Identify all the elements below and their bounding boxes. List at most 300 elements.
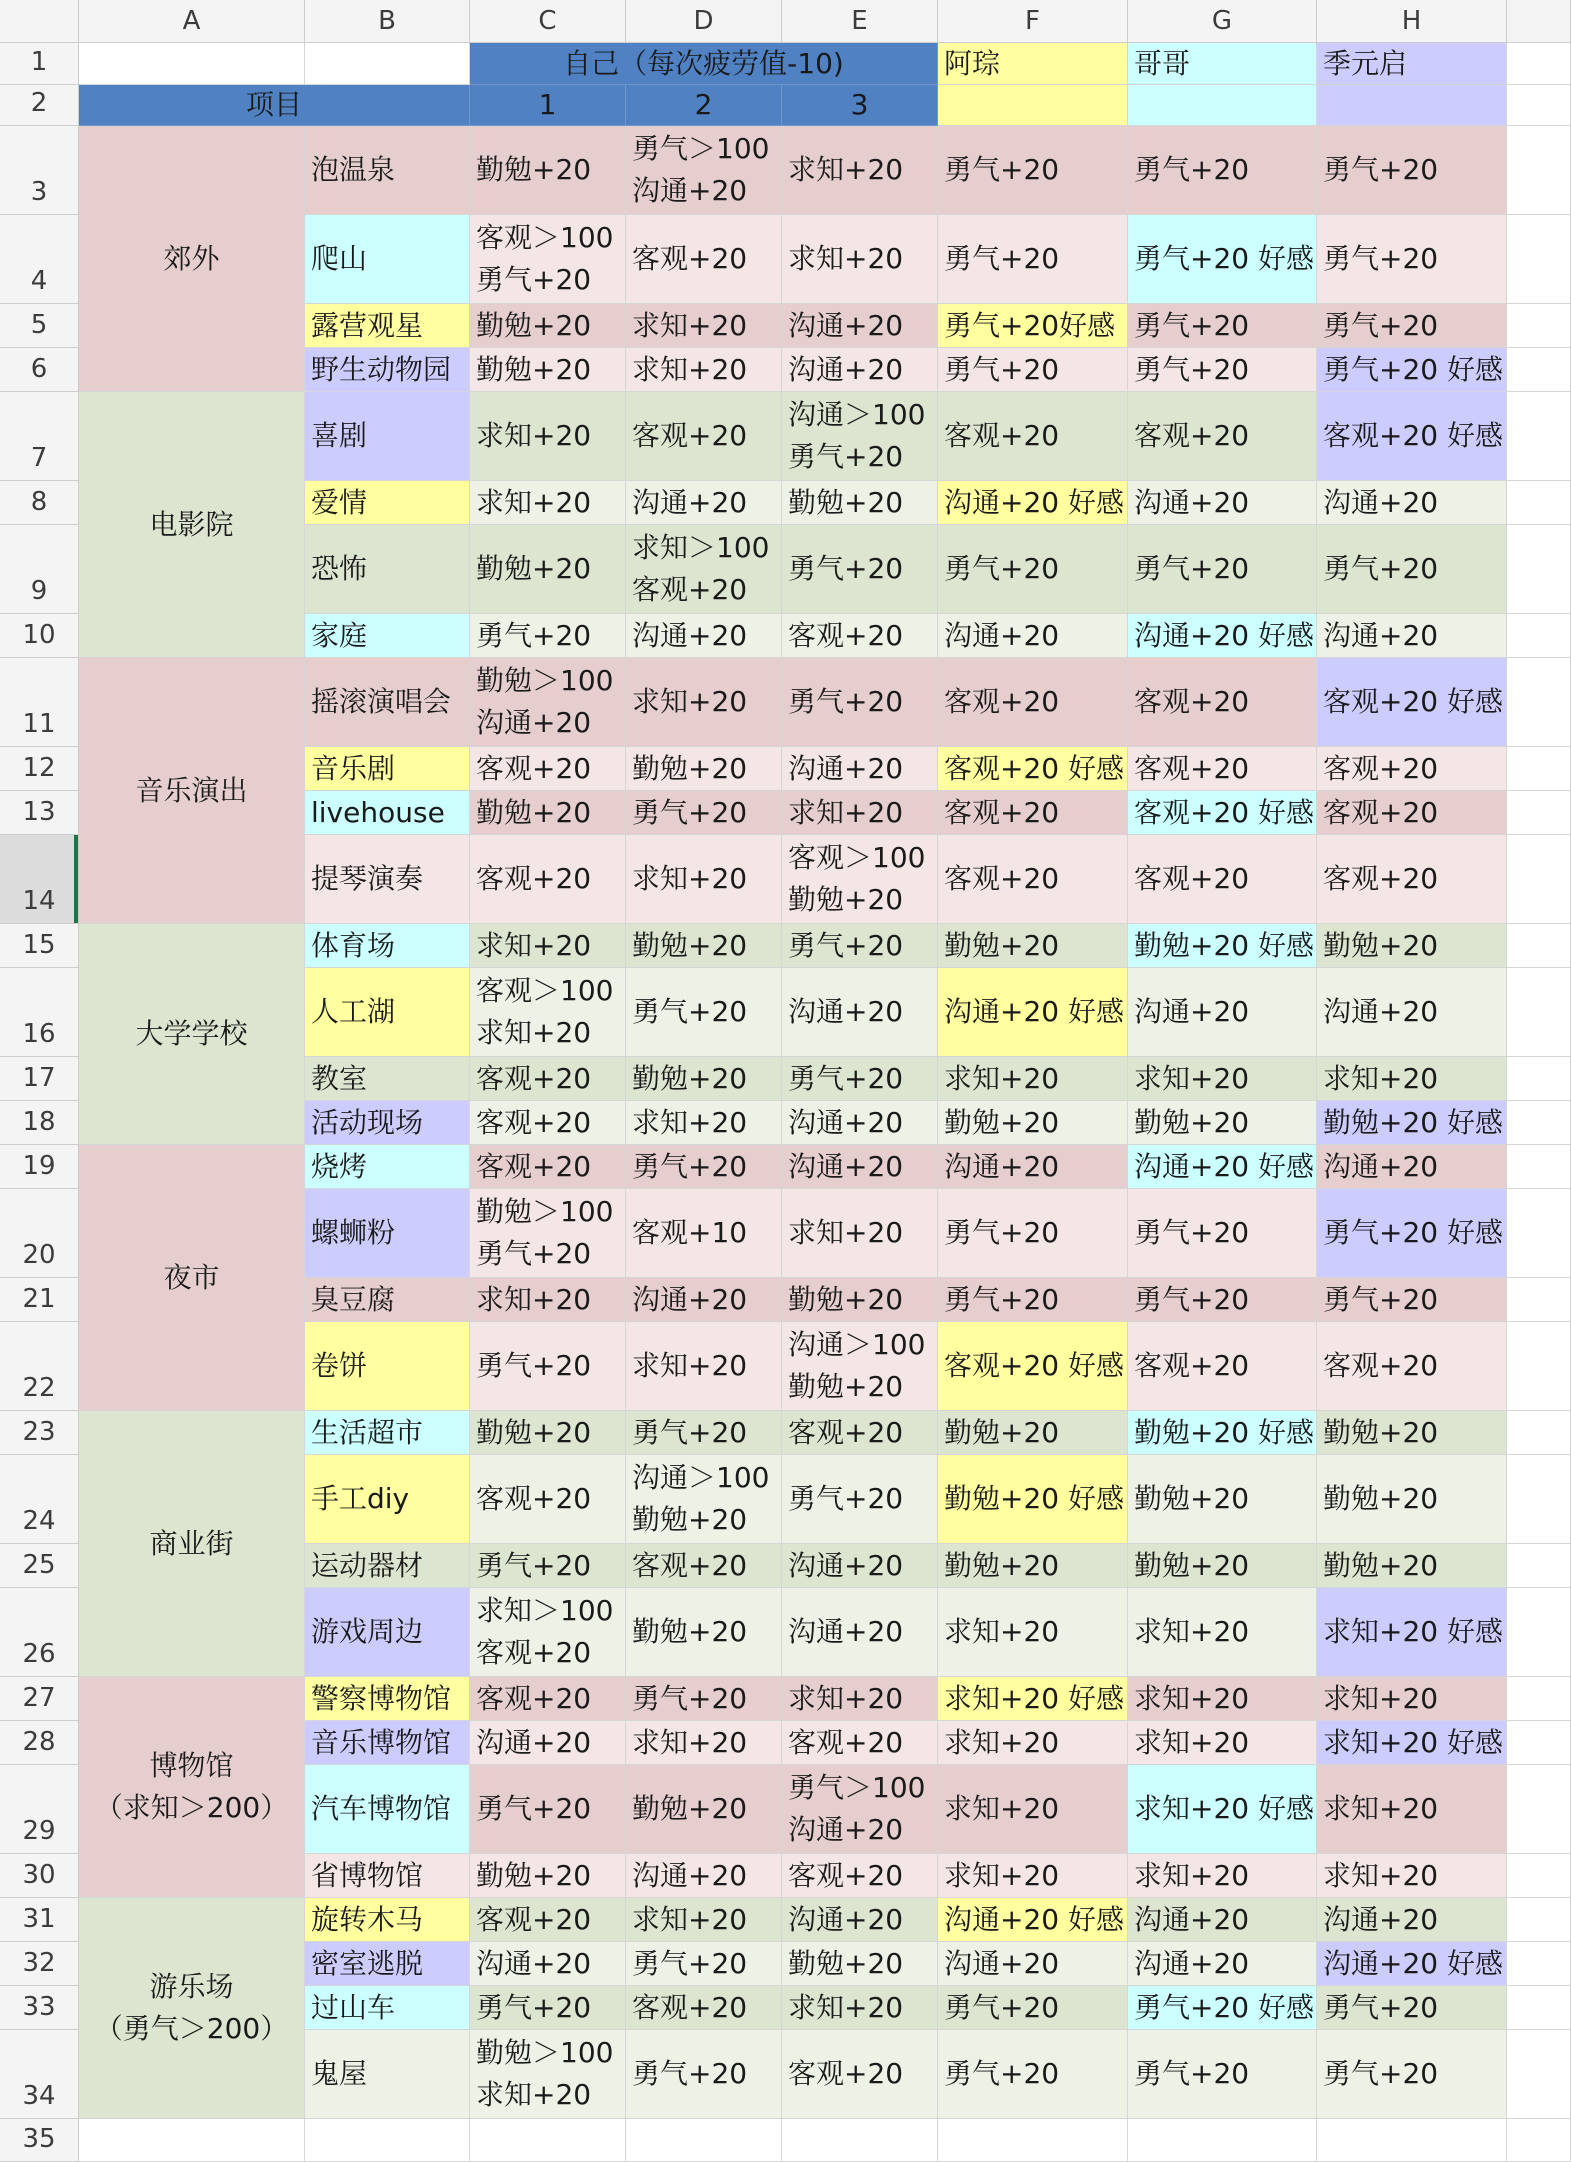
self-option-3-cell[interactable]: 勇气+20 xyxy=(782,1057,938,1101)
row-header[interactable]: 17 xyxy=(0,1057,79,1101)
row-header[interactable]: 13 xyxy=(0,791,79,835)
gege-cell[interactable]: 勇气+20 xyxy=(1128,126,1317,215)
gege-cell[interactable]: 求知+20 xyxy=(1128,1588,1317,1677)
category-cell[interactable]: 大学学校 xyxy=(79,924,305,1145)
self-option-2-cell[interactable]: 勇气+20 xyxy=(626,968,782,1057)
empty-cell[interactable] xyxy=(1507,1278,1571,1322)
gege-cell[interactable]: 求知+20 xyxy=(1128,1854,1317,1898)
column-header[interactable]: H xyxy=(1317,0,1507,43)
self-option-2-cell[interactable]: 沟通+20 xyxy=(626,481,782,525)
activity-cell[interactable]: 鬼屋 xyxy=(305,2030,470,2119)
self-option-2-cell[interactable]: 求知+20 xyxy=(626,835,782,924)
achong-cell[interactable]: 勤勉+20 xyxy=(938,1544,1128,1588)
self-option-1-cell[interactable]: 客观+20 xyxy=(470,1677,626,1721)
achong-cell[interactable]: 客观+20 xyxy=(938,392,1128,481)
self-option-3-cell[interactable]: 沟通＞100 勇气+20 xyxy=(782,392,938,481)
empty-cell[interactable] xyxy=(79,43,305,85)
column-header[interactable]: G xyxy=(1128,0,1317,43)
self-option-3-cell[interactable]: 勇气+20 xyxy=(782,1455,938,1544)
achong-cell[interactable]: 勇气+20 xyxy=(938,1189,1128,1278)
column-header[interactable]: F xyxy=(938,0,1128,43)
self-option-1-cell[interactable]: 求知＞100 客观+20 xyxy=(470,1588,626,1677)
empty-cell[interactable] xyxy=(1507,747,1571,791)
row-header[interactable]: 34 xyxy=(0,2030,79,2119)
item-header[interactable]: 项目 xyxy=(79,85,470,126)
self-option-3-cell[interactable]: 客观+20 xyxy=(782,614,938,658)
jiyuanqi-cell[interactable]: 客观+20 xyxy=(1317,791,1507,835)
empty-cell[interactable] xyxy=(1507,1145,1571,1189)
self-option-3-cell[interactable]: 沟通+20 xyxy=(782,1588,938,1677)
activity-cell[interactable]: 爬山 xyxy=(305,215,470,304)
self-option-3-cell[interactable]: 勤勉+20 xyxy=(782,481,938,525)
self-option-2-cell[interactable]: 求知+20 xyxy=(626,1721,782,1765)
activity-cell[interactable]: 恐怖 xyxy=(305,525,470,614)
empty-cell[interactable] xyxy=(1507,1057,1571,1101)
category-cell[interactable]: 商业街 xyxy=(79,1411,305,1677)
empty-cell[interactable] xyxy=(1507,2030,1571,2119)
empty-cell[interactable] xyxy=(1507,348,1571,392)
self-option-1-cell[interactable]: 客观＞100 勇气+20 xyxy=(470,215,626,304)
category-cell[interactable]: 郊外 xyxy=(79,126,305,392)
row-header[interactable]: 23 xyxy=(0,1411,79,1455)
self-option-3-cell[interactable]: 沟通+20 xyxy=(782,1898,938,1942)
empty-cell[interactable] xyxy=(1507,1411,1571,1455)
self-option-1-cell[interactable]: 勤勉＞100 勇气+20 xyxy=(470,1189,626,1278)
empty-cell[interactable] xyxy=(1507,1189,1571,1278)
achong-cell[interactable]: 勤勉+20 好感 xyxy=(938,1455,1128,1544)
self-option-1-cell[interactable]: 客观+20 xyxy=(470,1455,626,1544)
self-option-1-cell[interactable]: 客观+20 xyxy=(470,1898,626,1942)
gege-cell[interactable]: 求知+20 xyxy=(1128,1721,1317,1765)
self-option-1-cell[interactable]: 勇气+20 xyxy=(470,1765,626,1854)
self-option-3-cell[interactable]: 勤勉+20 xyxy=(782,1278,938,1322)
achong-header-blank[interactable] xyxy=(938,85,1128,126)
self-option-3-cell[interactable]: 求知+20 xyxy=(782,1189,938,1278)
empty-cell[interactable] xyxy=(1507,392,1571,481)
column-header[interactable]: C xyxy=(470,0,626,43)
row-header[interactable]: 1 xyxy=(0,43,79,85)
jiyuanqi-cell[interactable]: 求知+20 xyxy=(1317,1854,1507,1898)
empty-cell[interactable] xyxy=(1507,1854,1571,1898)
activity-cell[interactable]: 旋转木马 xyxy=(305,1898,470,1942)
self-option-3-cell[interactable]: 勇气+20 xyxy=(782,924,938,968)
achong-cell[interactable]: 沟通+20 好感 xyxy=(938,481,1128,525)
row-header[interactable]: 9 xyxy=(0,525,79,614)
activity-cell[interactable]: 音乐博物馆 xyxy=(305,1721,470,1765)
self-option-2-cell[interactable]: 沟通+20 xyxy=(626,1854,782,1898)
self-option-1-cell[interactable]: 求知+20 xyxy=(470,392,626,481)
row-header[interactable]: 5 xyxy=(0,304,79,348)
jiyuanqi-cell[interactable]: 客观+20 xyxy=(1317,747,1507,791)
self-option-2-cell[interactable]: 勇气+20 xyxy=(626,1942,782,1986)
self-option-2-cell[interactable]: 求知+20 xyxy=(626,658,782,747)
self-option-3-cell[interactable]: 勤勉+20 xyxy=(782,1942,938,1986)
self-option-1-cell[interactable]: 沟通+20 xyxy=(470,1721,626,1765)
self-option-1-cell[interactable]: 客观+20 xyxy=(470,1057,626,1101)
activity-cell[interactable]: 爱情 xyxy=(305,481,470,525)
self-option-1-cell[interactable]: 勇气+20 xyxy=(470,1544,626,1588)
self-option-1-cell[interactable]: 勤勉+20 xyxy=(470,525,626,614)
jiyuanqi-cell[interactable]: 求知+20 好感 xyxy=(1317,1721,1507,1765)
row-header[interactable]: 14 xyxy=(0,835,79,924)
achong-cell[interactable]: 勇气+20好感 xyxy=(938,304,1128,348)
option-number-3[interactable]: 3 xyxy=(782,85,938,126)
achong-cell[interactable]: 勇气+20 xyxy=(938,1278,1128,1322)
self-option-3-cell[interactable]: 沟通+20 xyxy=(782,968,938,1057)
self-option-1-cell[interactable]: 勤勉+20 xyxy=(470,1411,626,1455)
gege-cell[interactable]: 客观+20 xyxy=(1128,1322,1317,1411)
self-option-2-cell[interactable]: 勇气+20 xyxy=(626,791,782,835)
empty-cell[interactable] xyxy=(1507,1721,1571,1765)
self-option-3-cell[interactable]: 沟通+20 xyxy=(782,1544,938,1588)
jiyuanqi-cell[interactable]: 勇气+20 xyxy=(1317,2030,1507,2119)
self-option-3-cell[interactable]: 客观+20 xyxy=(782,1721,938,1765)
self-option-3-cell[interactable]: 求知+20 xyxy=(782,126,938,215)
self-option-1-cell[interactable]: 求知+20 xyxy=(470,481,626,525)
activity-cell[interactable]: livehouse xyxy=(305,791,470,835)
self-option-1-cell[interactable]: 勤勉+20 xyxy=(470,348,626,392)
self-option-3-cell[interactable]: 客观+20 xyxy=(782,2030,938,2119)
self-option-1-cell[interactable]: 客观＞100 求知+20 xyxy=(470,968,626,1057)
self-option-3-cell[interactable]: 求知+20 xyxy=(782,215,938,304)
empty-cell[interactable] xyxy=(1507,1986,1571,2030)
jiyuanqi-cell[interactable]: 求知+20 好感 xyxy=(1317,1588,1507,1677)
jiyuanqi-cell[interactable]: 客观+20 好感 xyxy=(1317,658,1507,747)
self-option-2-cell[interactable]: 求知+20 xyxy=(626,304,782,348)
self-option-1-cell[interactable]: 勤勉+20 xyxy=(470,126,626,215)
self-option-1-cell[interactable]: 客观+20 xyxy=(470,1145,626,1189)
self-option-3-cell[interactable]: 沟通+20 xyxy=(782,348,938,392)
empty-cell[interactable] xyxy=(1507,791,1571,835)
self-option-1-cell[interactable]: 客观+20 xyxy=(470,1101,626,1145)
option-number-2[interactable]: 2 xyxy=(626,85,782,126)
gege-cell[interactable]: 勤勉+20 xyxy=(1128,1101,1317,1145)
gege-cell[interactable]: 勇气+20 好感 xyxy=(1128,215,1317,304)
jiyuanqi-header[interactable]: 季元启 xyxy=(1317,43,1507,85)
activity-cell[interactable]: 螺蛳粉 xyxy=(305,1189,470,1278)
empty-cell[interactable] xyxy=(1507,1455,1571,1544)
activity-cell[interactable]: 密室逃脱 xyxy=(305,1942,470,1986)
jiyuanqi-cell[interactable]: 勤勉+20 xyxy=(1317,1455,1507,1544)
empty-cell[interactable] xyxy=(1507,525,1571,614)
activity-cell[interactable]: 卷饼 xyxy=(305,1322,470,1411)
jiyuanqi-cell[interactable]: 勤勉+20 xyxy=(1317,1411,1507,1455)
row-header[interactable]: 33 xyxy=(0,1986,79,2030)
activity-cell[interactable]: 喜剧 xyxy=(305,392,470,481)
row-header[interactable]: 6 xyxy=(0,348,79,392)
achong-cell[interactable]: 勇气+20 xyxy=(938,2030,1128,2119)
gege-cell[interactable]: 勤勉+20 好感 xyxy=(1128,1411,1317,1455)
empty-cell[interactable] xyxy=(1507,1765,1571,1854)
self-option-2-cell[interactable]: 勇气+20 xyxy=(626,1145,782,1189)
empty-cell[interactable] xyxy=(1507,1942,1571,1986)
activity-cell[interactable]: 音乐剧 xyxy=(305,747,470,791)
activity-cell[interactable]: 汽车博物馆 xyxy=(305,1765,470,1854)
achong-cell[interactable]: 求知+20 xyxy=(938,1854,1128,1898)
self-header[interactable]: 自己（每次疲劳值-10) xyxy=(470,43,938,85)
gege-cell[interactable]: 勇气+20 xyxy=(1128,1278,1317,1322)
self-option-2-cell[interactable]: 勇气＞100 沟通+20 xyxy=(626,126,782,215)
row-header[interactable]: 15 xyxy=(0,924,79,968)
row-header[interactable]: 12 xyxy=(0,747,79,791)
self-option-3-cell[interactable]: 求知+20 xyxy=(782,1986,938,2030)
gege-cell[interactable]: 勇气+20 好感 xyxy=(1128,1986,1317,2030)
self-option-2-cell[interactable]: 求知+20 xyxy=(626,1322,782,1411)
self-option-3-cell[interactable]: 勇气+20 xyxy=(782,525,938,614)
empty-cell[interactable] xyxy=(1507,835,1571,924)
row-header[interactable]: 28 xyxy=(0,1721,79,1765)
self-option-1-cell[interactable]: 勇气+20 xyxy=(470,1986,626,2030)
achong-cell[interactable]: 勇气+20 xyxy=(938,348,1128,392)
achong-cell[interactable]: 勇气+20 xyxy=(938,215,1128,304)
row-header[interactable]: 11 xyxy=(0,658,79,747)
column-header[interactable]: D xyxy=(626,0,782,43)
gege-cell[interactable]: 沟通+20 好感 xyxy=(1128,614,1317,658)
row-header[interactable]: 18 xyxy=(0,1101,79,1145)
row-header[interactable]: 20 xyxy=(0,1189,79,1278)
gege-cell[interactable]: 求知+20 xyxy=(1128,1057,1317,1101)
self-option-1-cell[interactable]: 客观+20 xyxy=(470,747,626,791)
category-cell[interactable]: 博物馆 （求知＞200） xyxy=(79,1677,305,1898)
row-header[interactable]: 32 xyxy=(0,1942,79,1986)
gege-cell[interactable]: 勇气+20 xyxy=(1128,1189,1317,1278)
column-header[interactable] xyxy=(1507,0,1571,43)
gege-cell[interactable]: 客观+20 xyxy=(1128,658,1317,747)
self-option-3-cell[interactable]: 客观+20 xyxy=(782,1854,938,1898)
jiyuanqi-cell[interactable]: 求知+20 xyxy=(1317,1057,1507,1101)
activity-cell[interactable]: 手工diy xyxy=(305,1455,470,1544)
jiyuanqi-cell[interactable]: 沟通+20 xyxy=(1317,1145,1507,1189)
achong-cell[interactable]: 沟通+20 好感 xyxy=(938,1898,1128,1942)
jiyuanqi-cell[interactable]: 勇气+20 好感 xyxy=(1317,348,1507,392)
empty-cell[interactable] xyxy=(1507,43,1571,85)
self-option-2-cell[interactable]: 勤勉+20 xyxy=(626,1588,782,1677)
self-option-1-cell[interactable]: 勤勉+20 xyxy=(470,304,626,348)
empty-cell[interactable] xyxy=(1507,1677,1571,1721)
self-option-2-cell[interactable]: 沟通+20 xyxy=(626,614,782,658)
achong-header[interactable]: 阿琮 xyxy=(938,43,1128,85)
row-header[interactable]: 10 xyxy=(0,614,79,658)
activity-cell[interactable]: 人工湖 xyxy=(305,968,470,1057)
self-option-3-cell[interactable]: 勇气+20 xyxy=(782,658,938,747)
gege-cell[interactable]: 勇气+20 xyxy=(1128,2030,1317,2119)
self-option-2-cell[interactable]: 客观+20 xyxy=(626,1986,782,2030)
activity-cell[interactable]: 烧烤 xyxy=(305,1145,470,1189)
empty-cell[interactable] xyxy=(79,2119,305,2162)
self-option-2-cell[interactable]: 客观+20 xyxy=(626,392,782,481)
category-cell[interactable]: 夜市 xyxy=(79,1145,305,1411)
empty-cell[interactable] xyxy=(626,2119,782,2162)
empty-cell[interactable] xyxy=(1507,215,1571,304)
self-option-2-cell[interactable]: 客观+20 xyxy=(626,215,782,304)
self-option-2-cell[interactable]: 求知＞100 客观+20 xyxy=(626,525,782,614)
self-option-2-cell[interactable]: 勤勉+20 xyxy=(626,747,782,791)
gege-cell[interactable]: 勇气+20 xyxy=(1128,348,1317,392)
category-cell[interactable]: 音乐演出 xyxy=(79,658,305,924)
jiyuanqi-cell[interactable]: 勇气+20 好感 xyxy=(1317,1189,1507,1278)
activity-cell[interactable]: 家庭 xyxy=(305,614,470,658)
self-option-3-cell[interactable]: 求知+20 xyxy=(782,1677,938,1721)
achong-cell[interactable]: 沟通+20 xyxy=(938,1942,1128,1986)
self-option-2-cell[interactable]: 客观+20 xyxy=(626,1544,782,1588)
achong-cell[interactable]: 客观+20 xyxy=(938,835,1128,924)
self-option-1-cell[interactable]: 沟通+20 xyxy=(470,1942,626,1986)
empty-cell[interactable] xyxy=(1507,126,1571,215)
gege-cell[interactable]: 客观+20 xyxy=(1128,747,1317,791)
achong-cell[interactable]: 求知+20 xyxy=(938,1721,1128,1765)
gege-cell[interactable]: 求知+20 好感 xyxy=(1128,1765,1317,1854)
jiyuanqi-cell[interactable]: 勤勉+20 好感 xyxy=(1317,1101,1507,1145)
gege-cell[interactable]: 沟通+20 xyxy=(1128,968,1317,1057)
self-option-3-cell[interactable]: 沟通+20 xyxy=(782,1145,938,1189)
empty-cell[interactable] xyxy=(1317,2119,1507,2162)
row-header[interactable]: 29 xyxy=(0,1765,79,1854)
achong-cell[interactable]: 勤勉+20 xyxy=(938,1101,1128,1145)
row-header[interactable]: 19 xyxy=(0,1145,79,1189)
self-option-2-cell[interactable]: 求知+20 xyxy=(626,1898,782,1942)
row-header[interactable]: 22 xyxy=(0,1322,79,1411)
self-option-2-cell[interactable]: 沟通＞100 勤勉+20 xyxy=(626,1455,782,1544)
self-option-1-cell[interactable]: 求知+20 xyxy=(470,1278,626,1322)
achong-cell[interactable]: 沟通+20 xyxy=(938,1145,1128,1189)
achong-cell[interactable]: 求知+20 好感 xyxy=(938,1677,1128,1721)
row-header[interactable]: 2 xyxy=(0,85,79,126)
achong-cell[interactable]: 勤勉+20 xyxy=(938,1411,1128,1455)
category-cell[interactable]: 游乐场 （勇气＞200） xyxy=(79,1898,305,2119)
gege-cell[interactable]: 沟通+20 xyxy=(1128,1942,1317,1986)
jiyuanqi-cell[interactable]: 勇气+20 xyxy=(1317,525,1507,614)
achong-cell[interactable]: 勇气+20 xyxy=(938,126,1128,215)
jiyuanqi-cell[interactable]: 沟通+20 xyxy=(1317,1898,1507,1942)
achong-cell[interactable]: 求知+20 xyxy=(938,1057,1128,1101)
jiyuanqi-cell[interactable]: 沟通+20 xyxy=(1317,614,1507,658)
activity-cell[interactable]: 提琴演奏 xyxy=(305,835,470,924)
empty-cell[interactable] xyxy=(1507,85,1571,126)
row-header[interactable]: 21 xyxy=(0,1278,79,1322)
self-option-1-cell[interactable]: 勤勉+20 xyxy=(470,1854,626,1898)
jiyuanqi-cell[interactable]: 求知+20 xyxy=(1317,1765,1507,1854)
empty-cell[interactable] xyxy=(1507,1101,1571,1145)
activity-cell[interactable]: 露营观星 xyxy=(305,304,470,348)
row-header[interactable]: 30 xyxy=(0,1854,79,1898)
jiyuanqi-cell[interactable]: 客观+20 好感 xyxy=(1317,392,1507,481)
empty-cell[interactable] xyxy=(1507,1322,1571,1411)
category-cell[interactable]: 电影院 xyxy=(79,392,305,658)
row-header[interactable]: 25 xyxy=(0,1544,79,1588)
row-header[interactable]: 24 xyxy=(0,1455,79,1544)
achong-cell[interactable]: 求知+20 xyxy=(938,1588,1128,1677)
select-all-corner[interactable] xyxy=(0,0,79,43)
gege-cell[interactable]: 勇气+20 xyxy=(1128,525,1317,614)
self-option-1-cell[interactable]: 勇气+20 xyxy=(470,1322,626,1411)
jiyuanqi-cell[interactable]: 客观+20 xyxy=(1317,835,1507,924)
self-option-3-cell[interactable]: 客观+20 xyxy=(782,1411,938,1455)
self-option-2-cell[interactable]: 勇气+20 xyxy=(626,1677,782,1721)
activity-cell[interactable]: 省博物馆 xyxy=(305,1854,470,1898)
self-option-1-cell[interactable]: 勤勉＞100 沟通+20 xyxy=(470,658,626,747)
activity-cell[interactable]: 教室 xyxy=(305,1057,470,1101)
self-option-1-cell[interactable]: 客观+20 xyxy=(470,835,626,924)
column-header[interactable]: A xyxy=(79,0,305,43)
gege-cell[interactable]: 勤勉+20 xyxy=(1128,1544,1317,1588)
activity-cell[interactable]: 泡温泉 xyxy=(305,126,470,215)
jiyuanqi-cell[interactable]: 勇气+20 xyxy=(1317,126,1507,215)
empty-cell[interactable] xyxy=(470,2119,626,2162)
activity-cell[interactable]: 运动器材 xyxy=(305,1544,470,1588)
self-option-3-cell[interactable]: 沟通+20 xyxy=(782,1101,938,1145)
achong-cell[interactable]: 勇气+20 xyxy=(938,1986,1128,2030)
self-option-2-cell[interactable]: 勤勉+20 xyxy=(626,1765,782,1854)
activity-cell[interactable]: 摇滚演唱会 xyxy=(305,658,470,747)
self-option-3-cell[interactable]: 勇气＞100 沟通+20 xyxy=(782,1765,938,1854)
gege-cell[interactable]: 勇气+20 xyxy=(1128,304,1317,348)
achong-cell[interactable]: 求知+20 xyxy=(938,1765,1128,1854)
jiyuanqi-cell[interactable]: 勇气+20 xyxy=(1317,304,1507,348)
row-header[interactable]: 16 xyxy=(0,968,79,1057)
gege-cell[interactable]: 求知+20 xyxy=(1128,1677,1317,1721)
self-option-3-cell[interactable]: 沟通+20 xyxy=(782,304,938,348)
column-header[interactable]: E xyxy=(782,0,938,43)
activity-cell[interactable]: 过山车 xyxy=(305,1986,470,2030)
jiyuanqi-cell[interactable]: 沟通+20 xyxy=(1317,968,1507,1057)
jiyuanqi-cell[interactable]: 求知+20 xyxy=(1317,1677,1507,1721)
achong-cell[interactable]: 勤勉+20 xyxy=(938,924,1128,968)
activity-cell[interactable]: 体育场 xyxy=(305,924,470,968)
jiyuanqi-cell[interactable]: 沟通+20 xyxy=(1317,481,1507,525)
gege-cell[interactable]: 沟通+20 xyxy=(1128,1898,1317,1942)
activity-cell[interactable]: 警察博物馆 xyxy=(305,1677,470,1721)
jiyuanqi-cell[interactable]: 勤勉+20 xyxy=(1317,924,1507,968)
gege-cell[interactable]: 沟通+20 好感 xyxy=(1128,1145,1317,1189)
self-option-3-cell[interactable]: 求知+20 xyxy=(782,791,938,835)
jiyuanqi-cell[interactable]: 勤勉+20 xyxy=(1317,1544,1507,1588)
jiyuanqi-cell[interactable]: 客观+20 xyxy=(1317,1322,1507,1411)
jiyuanqi-header-blank[interactable] xyxy=(1317,85,1507,126)
gege-cell[interactable]: 客观+20 xyxy=(1128,392,1317,481)
empty-cell[interactable] xyxy=(1507,1588,1571,1677)
activity-cell[interactable]: 游戏周边 xyxy=(305,1588,470,1677)
self-option-2-cell[interactable]: 勤勉+20 xyxy=(626,1057,782,1101)
self-option-2-cell[interactable]: 求知+20 xyxy=(626,1101,782,1145)
achong-cell[interactable]: 客观+20 xyxy=(938,658,1128,747)
empty-cell[interactable] xyxy=(1128,2119,1317,2162)
achong-cell[interactable]: 沟通+20 好感 xyxy=(938,968,1128,1057)
achong-cell[interactable]: 客观+20 好感 xyxy=(938,747,1128,791)
activity-cell[interactable]: 生活超市 xyxy=(305,1411,470,1455)
empty-cell[interactable] xyxy=(1507,2119,1571,2162)
gege-cell[interactable]: 客观+20 好感 xyxy=(1128,791,1317,835)
empty-cell[interactable] xyxy=(1507,658,1571,747)
self-option-2-cell[interactable]: 沟通+20 xyxy=(626,1278,782,1322)
row-header[interactable]: 4 xyxy=(0,215,79,304)
jiyuanqi-cell[interactable]: 勇气+20 xyxy=(1317,215,1507,304)
row-header[interactable]: 26 xyxy=(0,1588,79,1677)
self-option-1-cell[interactable]: 勤勉+20 xyxy=(470,791,626,835)
gege-cell[interactable]: 沟通+20 xyxy=(1128,481,1317,525)
achong-cell[interactable]: 客观+20 好感 xyxy=(938,1322,1128,1411)
self-option-2-cell[interactable]: 求知+20 xyxy=(626,348,782,392)
gege-header[interactable]: 哥哥 xyxy=(1128,43,1317,85)
empty-cell[interactable] xyxy=(1507,481,1571,525)
row-header[interactable]: 31 xyxy=(0,1898,79,1942)
row-header[interactable]: 27 xyxy=(0,1677,79,1721)
self-option-2-cell[interactable]: 勇气+20 xyxy=(626,2030,782,2119)
self-option-3-cell[interactable]: 客观＞100 勤勉+20 xyxy=(782,835,938,924)
jiyuanqi-cell[interactable]: 沟通+20 好感 xyxy=(1317,1942,1507,1986)
empty-cell[interactable] xyxy=(1507,1898,1571,1942)
empty-cell[interactable] xyxy=(1507,304,1571,348)
self-option-1-cell[interactable]: 求知+20 xyxy=(470,924,626,968)
